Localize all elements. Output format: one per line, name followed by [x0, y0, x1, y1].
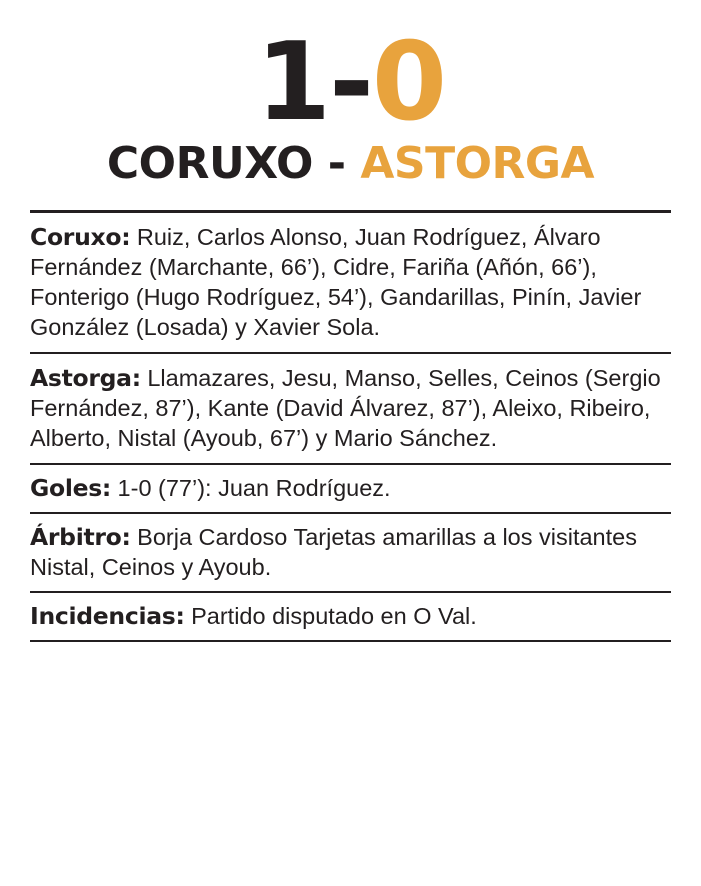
away-team-name: ASTORGA [360, 138, 595, 190]
goals-text: 1-0 (77’): Juan Rodríguez. [117, 475, 391, 502]
divider-bottom [30, 640, 671, 642]
home-score: 1 [255, 20, 330, 145]
score-dash: - [329, 20, 372, 145]
referee-text: Borja Cardoso Tarjetas amarillas a los visitantes Nistal, Ceinos y Ayoub. [30, 524, 637, 581]
goals-label: Goles: [30, 474, 112, 503]
lineup-home-block [30, 213, 671, 352]
lineup-away-label: Astorga: [30, 363, 141, 392]
incidents-label: Incidencias: [30, 602, 185, 631]
lineup-home-text: Ruiz, Carlos Alonso, Juan Rodríguez, Álvaro Fernández (Marchante, 66’), Cidre, Fariña (Añón, 66’), Fonterigo (Hugo Rodríguez, 54’), Gandarillas, Pinín, Javier González (Losada) y Xavier Sola. [30, 223, 642, 340]
team-separator: - [312, 138, 361, 190]
away-score: 0 [371, 20, 446, 145]
scoreline [30, 20, 671, 145]
lineup-home-label: Coruxo: [30, 222, 131, 251]
incidents-text: Partido disputado en O Val. [191, 603, 477, 630]
lineup-away-block [30, 354, 671, 463]
home-team-name: CORUXO [106, 138, 313, 190]
match-report-card [0, 20, 701, 886]
incidents-block [30, 593, 671, 640]
goals-block [30, 465, 671, 512]
team-names [30, 138, 671, 190]
referee-block [30, 514, 671, 591]
lineup-away-text: Llamazares, Jesu, Manso, Selles, Ceinos (Sergio Fernández, 87’), Kante (David Álvarez, 87’), Aleixo, Ribeiro, Alberto, Nistal (Ayoub, 67’) y Mario Sánchez. [30, 364, 661, 452]
referee-label: Árbitro: [30, 523, 131, 552]
